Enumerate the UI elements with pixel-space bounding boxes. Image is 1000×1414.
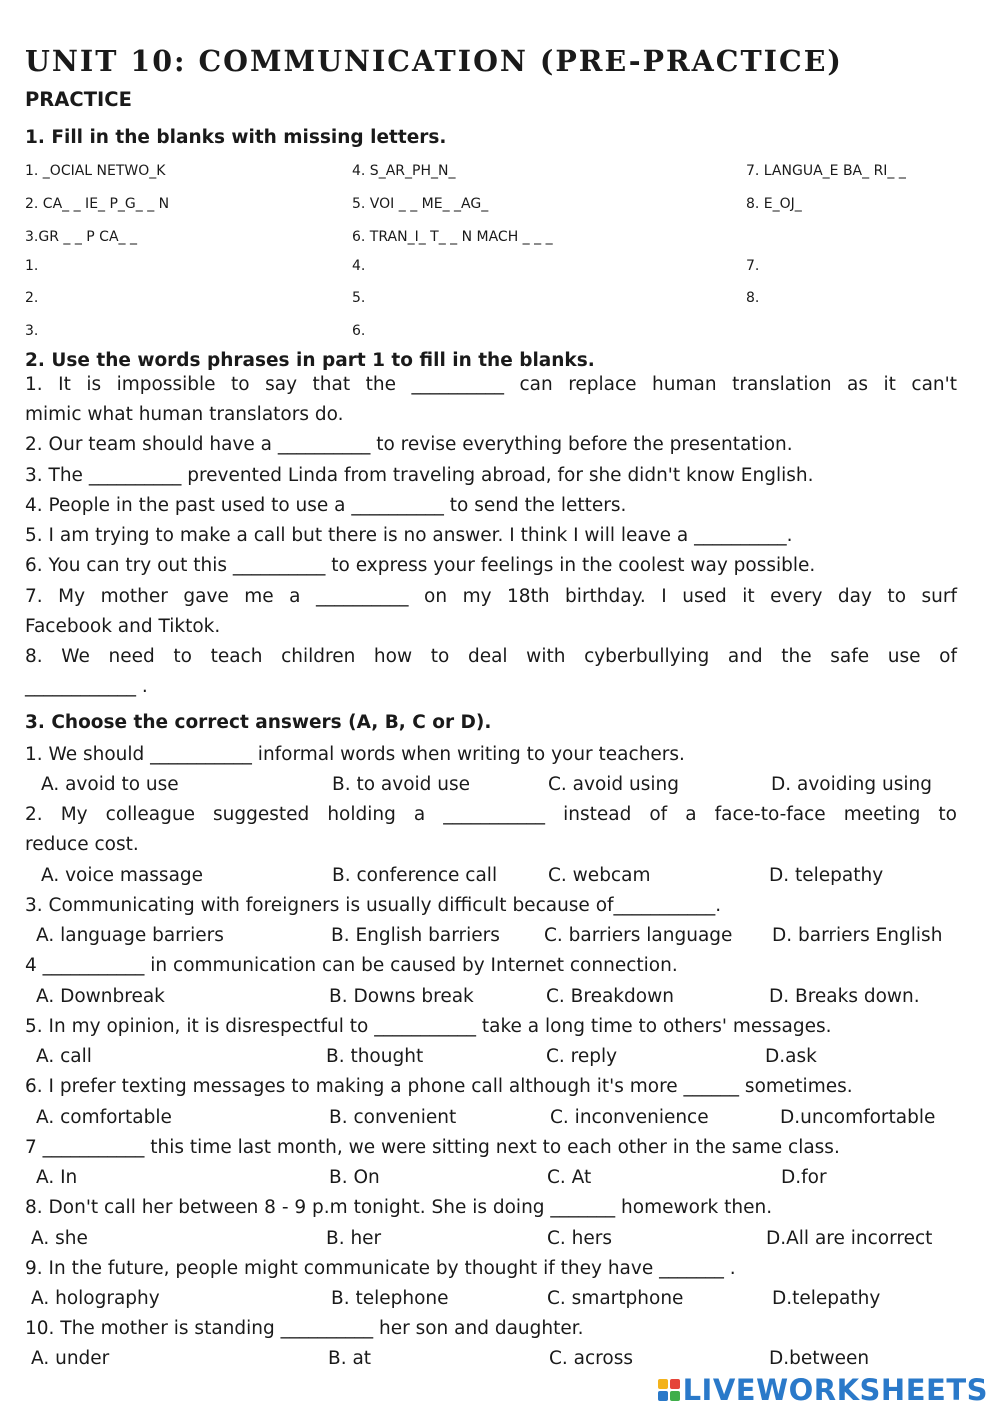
word-item: 1. _OCIAL NETWO_K xyxy=(25,163,166,179)
option-c[interactable]: C. inconvenience xyxy=(550,1107,709,1128)
word-item: 4. S_AR_PH_N_ xyxy=(352,163,456,179)
sentence-line: 8. We need to teach children how to deal with cyberbullying and the safe use of xyxy=(25,646,957,667)
logo-square-icon xyxy=(670,1379,680,1389)
part3-heading: 3. Choose the correct answers (A, B, C or D). xyxy=(25,712,492,733)
option-c[interactable]: C. smartphone xyxy=(547,1288,684,1309)
option-b[interactable]: B. to avoid use xyxy=(332,774,471,795)
question-line: 6. I prefer texting messages to making a phone call although it's more ______ sometimes. xyxy=(25,1076,853,1097)
word-item: 2. CA_ _ IE_ P_G_ _ N xyxy=(25,196,170,212)
word-item: 5. VOI _ _ ME_ _AG_ xyxy=(352,196,489,212)
option-a[interactable]: A. under xyxy=(31,1348,110,1369)
option-d[interactable]: D.telepathy xyxy=(772,1288,881,1309)
question-line: 4 ___________ in communication can be caused by Internet connection. xyxy=(25,955,678,976)
word-item: 3.GR _ _ P CA_ _ xyxy=(25,229,137,245)
word-item: 8. E_OJ_ xyxy=(746,196,802,212)
question-line: 1. We should ___________ informal words when writing to your teachers. xyxy=(25,744,685,765)
option-d[interactable]: D. Breaks down. xyxy=(769,986,920,1007)
logo-square-icon xyxy=(670,1391,680,1401)
option-d[interactable]: D.between xyxy=(769,1348,870,1369)
option-b[interactable]: B. Downs break xyxy=(329,986,474,1007)
question-line: 9. In the future, people might communicate by thought if they have _______ . xyxy=(25,1258,736,1279)
answer-slot[interactable]: 4. xyxy=(352,258,366,274)
option-b[interactable]: B. English barriers xyxy=(331,925,500,946)
option-c[interactable]: C. avoid using xyxy=(548,774,680,795)
option-d[interactable]: D. barriers English xyxy=(772,925,943,946)
worksheet-page xyxy=(25,0,957,1414)
question-line: 7 ___________ this time last month, we were sitting next to each other in the same class. xyxy=(25,1137,840,1158)
option-a[interactable]: A. Downbreak xyxy=(36,986,165,1007)
word-item: 6. TRAN_I_ T_ _ N MACH _ _ _ xyxy=(352,229,553,245)
option-c[interactable]: C. across xyxy=(549,1348,633,1369)
liveworksheets-logo-icon xyxy=(658,1379,680,1401)
question-line: reduce cost. xyxy=(25,834,139,855)
option-b[interactable]: B. conference call xyxy=(332,865,498,886)
sentence-line: 4. People in the past used to use a __________ to send the letters. xyxy=(25,495,627,516)
sentence-line: Facebook and Tiktok. xyxy=(25,616,221,637)
option-d[interactable]: D.All are incorrect xyxy=(766,1228,933,1249)
option-c[interactable]: C. Breakdown xyxy=(546,986,674,1007)
option-b[interactable]: B. On xyxy=(329,1167,380,1188)
option-a[interactable]: A. she xyxy=(31,1228,88,1249)
option-b[interactable]: B. at xyxy=(328,1348,372,1369)
question-line: 3. Communicating with foreigners is usually difficult because of___________. xyxy=(25,895,722,916)
option-b[interactable]: B. convenient xyxy=(329,1107,457,1128)
option-c[interactable]: C. barriers language xyxy=(544,925,733,946)
option-b[interactable]: B. her xyxy=(326,1228,382,1249)
option-d[interactable]: D.uncomfortable xyxy=(780,1107,936,1128)
option-a[interactable]: A. voice massage xyxy=(41,865,204,886)
section-practice-title: PRACTICE xyxy=(25,88,132,111)
option-d[interactable]: D. telepathy xyxy=(769,865,884,886)
unit-title: UNIT 10: COMMUNICATION (PRE-PRACTICE) xyxy=(25,44,843,78)
option-c[interactable]: C. At xyxy=(547,1167,592,1188)
question-line: 10. The mother is standing __________ her son and daughter. xyxy=(25,1318,584,1339)
word-item: 7. LANGUA_E BA_ RI_ _ xyxy=(746,163,906,179)
option-b[interactable]: B. telephone xyxy=(331,1288,449,1309)
logo-square-icon xyxy=(658,1391,668,1401)
answer-slot[interactable]: 6. xyxy=(352,323,366,339)
option-c[interactable]: C. hers xyxy=(547,1228,613,1249)
option-d[interactable]: D. avoiding using xyxy=(771,774,932,795)
question-line: 8. Don't call her between 8 - 9 p.m tonight. She is doing _______ homework then. xyxy=(25,1197,773,1218)
question-line: 2. My colleague suggested holding a ___________ instead of a face-to-face meeting to xyxy=(25,804,957,825)
option-a[interactable]: A. language barriers xyxy=(36,925,224,946)
option-d[interactable]: D.ask xyxy=(765,1046,817,1067)
option-b[interactable]: B. thought xyxy=(326,1046,424,1067)
sentence-line: 6. You can try out this __________ to express your feelings in the coolest way possible. xyxy=(25,555,816,576)
answer-slot[interactable]: 5. xyxy=(352,290,366,306)
option-c[interactable]: C. webcam xyxy=(548,865,651,886)
option-d[interactable]: D.for xyxy=(781,1167,827,1188)
answer-slot[interactable]: 3. xyxy=(25,323,39,339)
sentence-line: 1. It is impossible to say that the __________ can replace human translation as it can't xyxy=(25,374,957,395)
answer-slot[interactable]: 7. xyxy=(746,258,760,274)
answer-slot[interactable]: 2. xyxy=(25,290,39,306)
sentence-line: mimic what human translators do. xyxy=(25,404,344,425)
logo-square-icon xyxy=(658,1379,668,1389)
sentence-line: 7. My mother gave me a __________ on my 18th birthday. I used it every day to surf xyxy=(25,586,957,607)
liveworksheets-brand[interactable] xyxy=(658,1373,988,1407)
part2-heading: 2. Use the words phrases in part 1 to fill in the blanks. xyxy=(25,350,595,371)
answer-slot[interactable]: 8. xyxy=(746,290,760,306)
question-line: 5. In my opinion, it is disrespectful to ___________ take a long time to others' messages. xyxy=(25,1016,832,1037)
sentence-line: ____________ . xyxy=(25,676,148,697)
option-a[interactable]: A. call xyxy=(36,1046,92,1067)
option-c[interactable]: C. reply xyxy=(546,1046,618,1067)
option-a[interactable]: A. In xyxy=(36,1167,78,1188)
part1-heading: 1. Fill in the blanks with missing letters. xyxy=(25,127,447,148)
sentence-line: 5. I am trying to make a call but there is no answer. I think I will leave a __________. xyxy=(25,525,793,546)
answer-slot[interactable]: 1. xyxy=(25,258,39,274)
brand-name: LIVEWORKSHEETS xyxy=(682,1373,988,1407)
option-a[interactable]: A. avoid to use xyxy=(41,774,179,795)
option-a[interactable]: A. comfortable xyxy=(36,1107,172,1128)
sentence-line: 3. The __________ prevented Linda from traveling abroad, for she didn't know English. xyxy=(25,465,814,486)
sentence-line: 2. Our team should have a __________ to revise everything before the presentation. xyxy=(25,434,793,455)
option-a[interactable]: A. holography xyxy=(31,1288,160,1309)
